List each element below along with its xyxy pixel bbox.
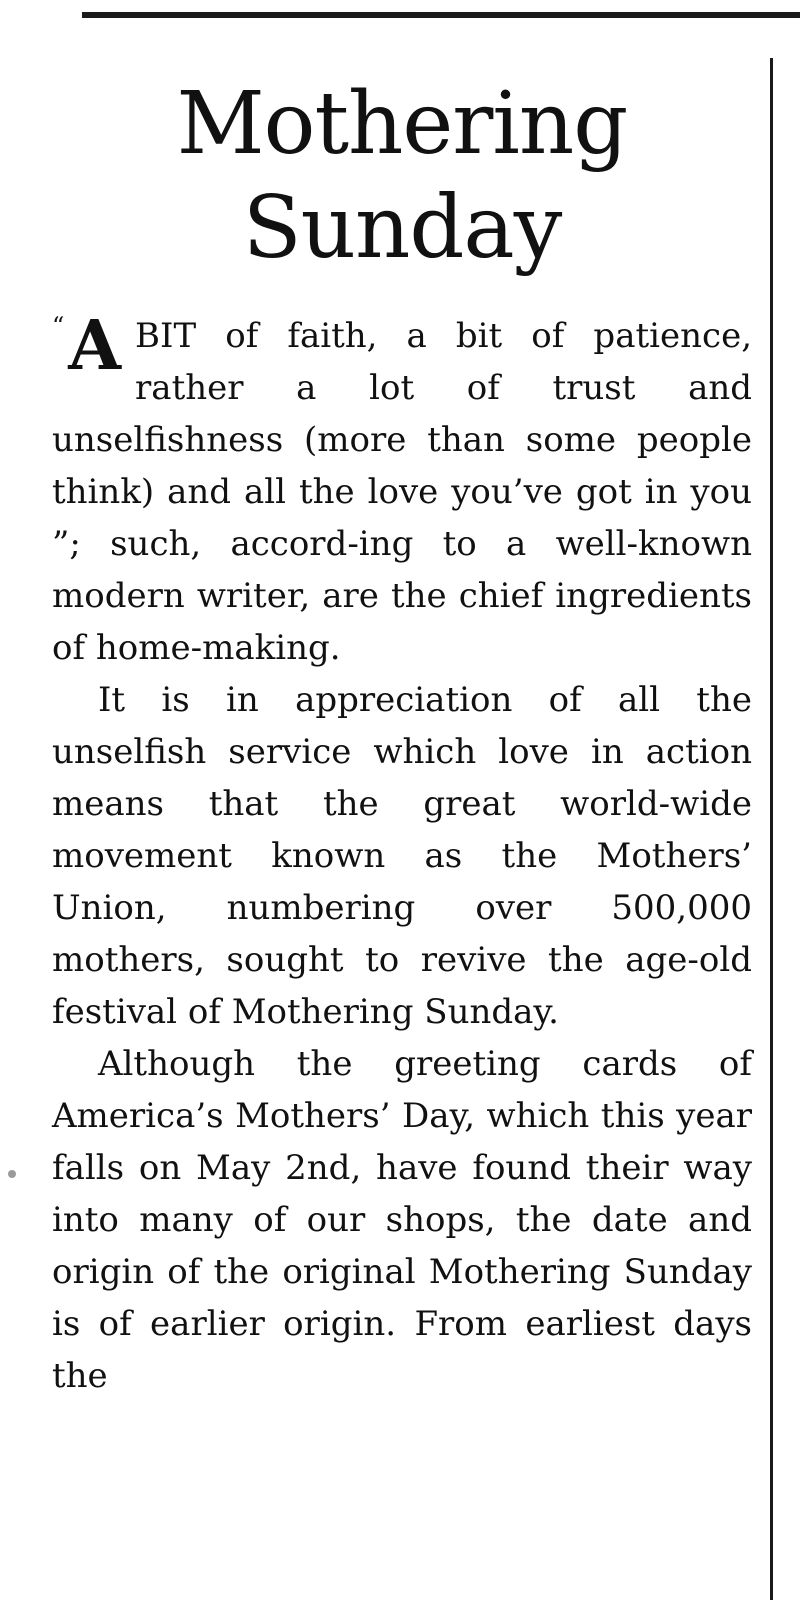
paragraph-1-text: BIT of faith, a bit of patience, rather a lot of trust and unselfishness (more than some people think) and all the love you’ve got in you ”; such, accord-ing to a well-known modern writer, are the chief ingredients of home-making. [52, 316, 752, 668]
headline [52, 58, 752, 280]
top-rule [82, 12, 800, 18]
print-smudge [8, 1170, 16, 1178]
headline-line-1: Mothering [176, 74, 628, 174]
article-body [52, 306, 752, 1402]
paragraph-3: Although the greeting cards of America’s Mothers’ Day, which this year falls on May 2nd, have found their way into many of our shops, the date and origin of the original Mothering Sunday is of earlier origin. From earliest days the [52, 1044, 752, 1396]
paragraph-2: It is in appreciation of all the unselfish service which love in action means that the great world-wide movement known as the Mothers’ Union, numbering over 500,000 mothers, sought to revive the age-old festival of Mothering Sunday. [52, 680, 752, 1032]
article [52, 58, 752, 1402]
opening-quote-mark: “ [52, 312, 65, 340]
headline-line-2: Sunday [242, 178, 562, 278]
column-rule [770, 58, 773, 1600]
paragraph-1 [52, 306, 752, 674]
drop-cap: A [68, 306, 122, 386]
